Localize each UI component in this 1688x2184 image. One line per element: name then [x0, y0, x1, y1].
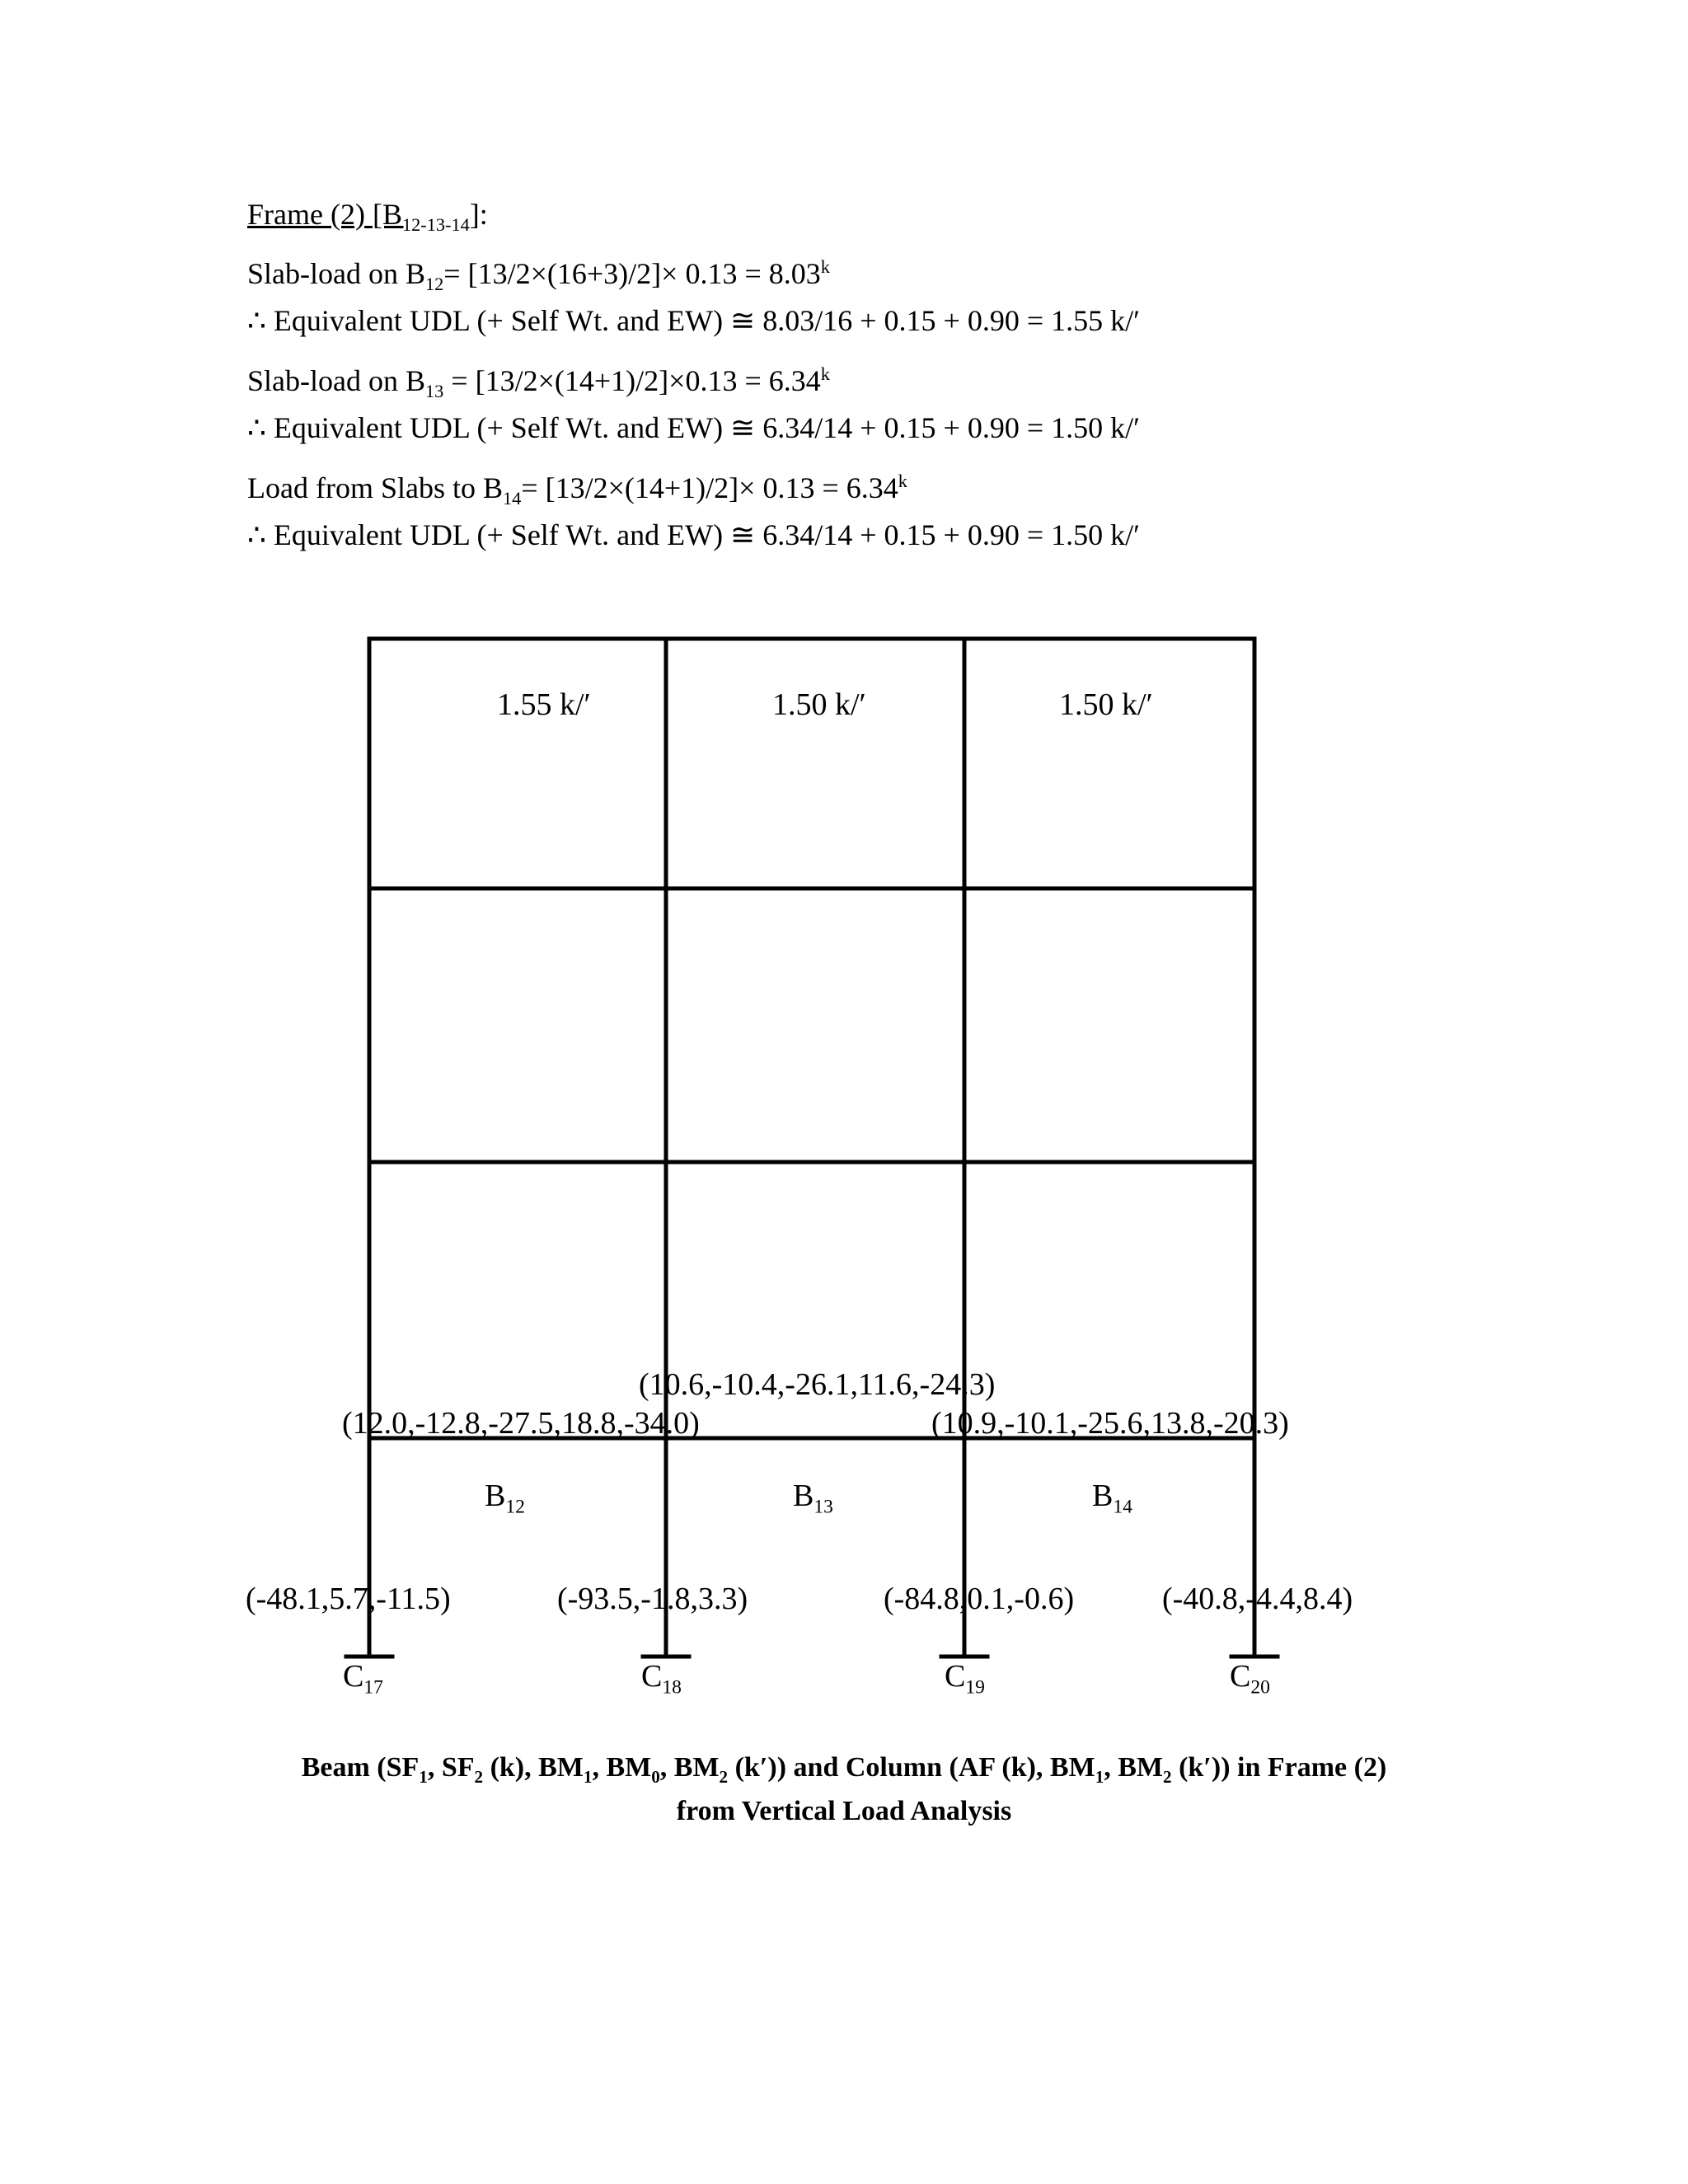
- beam-result-b14: (10.9,-10.1,-25.6,13.8,-20.3): [931, 1406, 1289, 1441]
- column-label-c18: $C_{18}$: [641, 1659, 682, 1699]
- beam-label-b14: $B_{14}$: [1092, 1479, 1132, 1518]
- heading-beams-sub: 12-13-14: [401, 214, 470, 236]
- udl-label-b12: 1.55 k/′: [497, 687, 591, 722]
- column-result-c18: (-93.5,-1.8,3.3): [557, 1582, 748, 1616]
- column-result-c17: (-48.1,5.7,-11.5): [246, 1582, 451, 1616]
- beam-label-b12: $B_{12}$: [485, 1479, 525, 1518]
- column-label-c20: $C_{20}$: [1230, 1659, 1270, 1699]
- beam-result-b13: (10.6,-10.4,-26.1,11.6,-24.3): [639, 1367, 996, 1402]
- calc-line-2: ∴ Equivalent UDL (+ Self Wt. and EW) ≅ 8.03/16 + 0.15 + 0.90 = 1.55 k/′: [247, 304, 1141, 337]
- udl-label-b14: 1.50 k/′: [1059, 687, 1153, 722]
- beam-result-b12: (12.0,-12.8,-27.5,18.8,-34.0): [342, 1406, 700, 1441]
- heading-bracket: [B: [372, 198, 402, 231]
- udl-label-b13: 1.50 k/′: [772, 687, 866, 722]
- calc-line-3: Slab-load on $B_{13} = [13/2\times(14+1)/2]\times 0.13 = 6.34^k$: [247, 363, 830, 402]
- heading-colon: :: [479, 198, 488, 231]
- calc-line-5: Load from Slabs to $B_{14}= [13/2\times(14+1)/2]\times 0.13 = 6.34^k$: [247, 471, 907, 509]
- caption-line-2: from Vertical Load Analysis: [676, 1795, 1012, 1826]
- heading-frame: Frame (2): [247, 198, 365, 231]
- column-result-c19: (-84.8,0.1,-0.6): [884, 1582, 1075, 1616]
- figure-caption: [0, 1750, 1688, 1829]
- calc-line-6: ∴ Equivalent UDL (+ Self Wt. and EW) ≅ 6.34/14 + 0.15 + 0.90 = 1.50 k/′: [247, 518, 1141, 551]
- calc-line-1: Slab-load on $B_{12}= [13/2\times(16+3)/2]\times 0.13 = 8.03^k$: [247, 256, 830, 295]
- caption-line-1: Beam ($SF_1$, $SF_2$ (k), $BM_1$, $BM_0$, $BM_2$ (k′)) and Column (AF (k), $BM_1$, $BM_2$ (k′)) in Frame (2): [301, 1752, 1387, 1787]
- column-label-c17: $C_{17}$: [343, 1659, 383, 1699]
- calc-line-4: ∴ Equivalent UDL (+ Self Wt. and EW) ≅ 6.34/14 + 0.15 + 0.90 = 1.50 k/′: [247, 411, 1141, 444]
- column-result-c20: (-40.8,-4.4,8.4): [1162, 1582, 1353, 1616]
- column-label-c19: $C_{19}$: [945, 1659, 985, 1699]
- beam-label-b13: $B_{13}$: [793, 1479, 833, 1518]
- heading-bracket-close: ]: [469, 198, 480, 231]
